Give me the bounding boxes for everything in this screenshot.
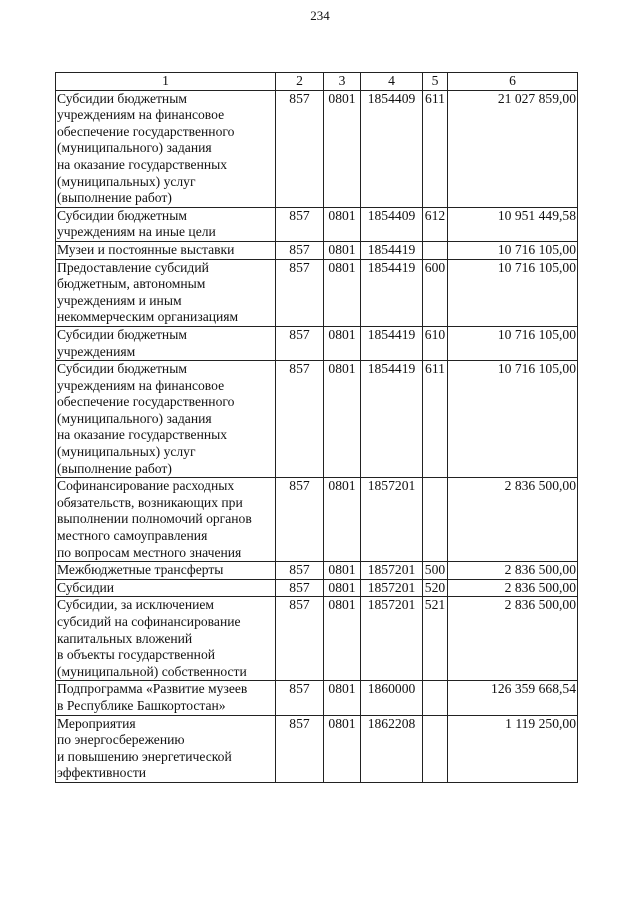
row-amount: 10 716 105,00 — [448, 259, 578, 326]
row-amount: 126 359 668,54 — [448, 681, 578, 715]
row-amount: 1 119 250,00 — [448, 715, 578, 782]
row-description: Субсидии бюджетным учреждениям на финансовое обеспечение государственного (муниципального) задания на оказание государственных (муниципальных) услуг (выполнение работ) — [56, 361, 276, 478]
row-code-3: 0801 — [324, 241, 361, 259]
row-code-5 — [423, 715, 448, 782]
row-code-5: 611 — [423, 361, 448, 478]
row-code-5: 611 — [423, 90, 448, 207]
row-code-5 — [423, 478, 448, 562]
table-header-row — [56, 73, 578, 91]
column-header: 6 — [448, 73, 578, 91]
row-code-4: 1857201 — [361, 478, 423, 562]
table-row — [56, 681, 578, 715]
row-code-3: 0801 — [324, 326, 361, 360]
table-row — [56, 715, 578, 782]
row-amount: 2 836 500,00 — [448, 478, 578, 562]
row-code-3: 0801 — [324, 579, 361, 597]
column-header: 4 — [361, 73, 423, 91]
row-code-2: 857 — [276, 478, 324, 562]
table-row — [56, 326, 578, 360]
row-code-2: 857 — [276, 326, 324, 360]
row-code-5: 520 — [423, 579, 448, 597]
row-amount: 21 027 859,00 — [448, 90, 578, 207]
row-code-2: 857 — [276, 715, 324, 782]
column-header: 5 — [423, 73, 448, 91]
row-description: Субсидии бюджетным учреждениям — [56, 326, 276, 360]
row-code-3: 0801 — [324, 597, 361, 681]
row-code-4: 1854419 — [361, 259, 423, 326]
table-row — [56, 207, 578, 241]
row-code-3: 0801 — [324, 361, 361, 478]
row-code-3: 0801 — [324, 681, 361, 715]
row-code-3: 0801 — [324, 715, 361, 782]
row-amount: 10 716 105,00 — [448, 241, 578, 259]
row-code-3: 0801 — [324, 259, 361, 326]
row-code-4: 1854419 — [361, 241, 423, 259]
row-code-5 — [423, 681, 448, 715]
row-code-4: 1862208 — [361, 715, 423, 782]
row-code-2: 857 — [276, 579, 324, 597]
row-code-2: 857 — [276, 241, 324, 259]
row-code-5: 500 — [423, 562, 448, 580]
row-code-3: 0801 — [324, 90, 361, 207]
table-row — [56, 361, 578, 478]
budget-table — [55, 72, 578, 783]
row-code-4: 1860000 — [361, 681, 423, 715]
row-code-2: 857 — [276, 597, 324, 681]
row-description: Субсидии бюджетным учреждениям на иные цели — [56, 207, 276, 241]
row-description: Межбюджетные трансферты — [56, 562, 276, 580]
row-amount: 10 716 105,00 — [448, 326, 578, 360]
row-amount: 10 716 105,00 — [448, 361, 578, 478]
row-description: Подпрограмма «Развитие музеев в Республике Башкортостан» — [56, 681, 276, 715]
row-description: Мероприятия по энергосбережению и повышению энергетической эффективности — [56, 715, 276, 782]
row-code-2: 857 — [276, 361, 324, 478]
row-description: Субсидии — [56, 579, 276, 597]
row-code-2: 857 — [276, 207, 324, 241]
row-code-5: 521 — [423, 597, 448, 681]
page-number: 234 — [310, 8, 330, 23]
table-row — [56, 597, 578, 681]
row-code-4: 1857201 — [361, 579, 423, 597]
row-code-3: 0801 — [324, 207, 361, 241]
row-code-3: 0801 — [324, 562, 361, 580]
table-row — [56, 579, 578, 597]
row-code-2: 857 — [276, 681, 324, 715]
row-description: Предоставление субсидий бюджетным, автономным учреждениям и иным некоммерческим организациям — [56, 259, 276, 326]
table-row — [56, 478, 578, 562]
row-code-2: 857 — [276, 562, 324, 580]
row-description: Софинансирование расходных обязательств, возникающих при выполнении полномочий органов местного самоуправления по вопросам местного значения — [56, 478, 276, 562]
row-code-4: 1857201 — [361, 562, 423, 580]
table-row — [56, 90, 578, 207]
row-code-5: 610 — [423, 326, 448, 360]
row-description: Субсидии бюджетным учреждениям на финансовое обеспечение государственного (муниципального) задания на оказание государственных (муниципальных) услуг (выполнение работ) — [56, 90, 276, 207]
row-code-2: 857 — [276, 259, 324, 326]
table-body — [56, 90, 578, 782]
row-code-4: 1857201 — [361, 597, 423, 681]
row-description: Субсидии, за исключением субсидий на софинансирование капитальных вложений в объекты государственной (муниципальной) собственности — [56, 597, 276, 681]
row-code-5 — [423, 241, 448, 259]
table-row — [56, 241, 578, 259]
row-description: Музеи и постоянные выставки — [56, 241, 276, 259]
row-code-2: 857 — [276, 90, 324, 207]
column-header: 2 — [276, 73, 324, 91]
row-amount: 2 836 500,00 — [448, 579, 578, 597]
row-code-3: 0801 — [324, 478, 361, 562]
row-amount: 10 951 449,58 — [448, 207, 578, 241]
row-code-4: 1854409 — [361, 207, 423, 241]
row-amount: 2 836 500,00 — [448, 562, 578, 580]
row-code-5: 612 — [423, 207, 448, 241]
table-row — [56, 259, 578, 326]
row-code-4: 1854419 — [361, 326, 423, 360]
column-header: 1 — [56, 73, 276, 91]
column-header: 3 — [324, 73, 361, 91]
row-amount: 2 836 500,00 — [448, 597, 578, 681]
row-code-5: 600 — [423, 259, 448, 326]
row-code-4: 1854419 — [361, 361, 423, 478]
row-code-4: 1854409 — [361, 90, 423, 207]
table-row — [56, 562, 578, 580]
